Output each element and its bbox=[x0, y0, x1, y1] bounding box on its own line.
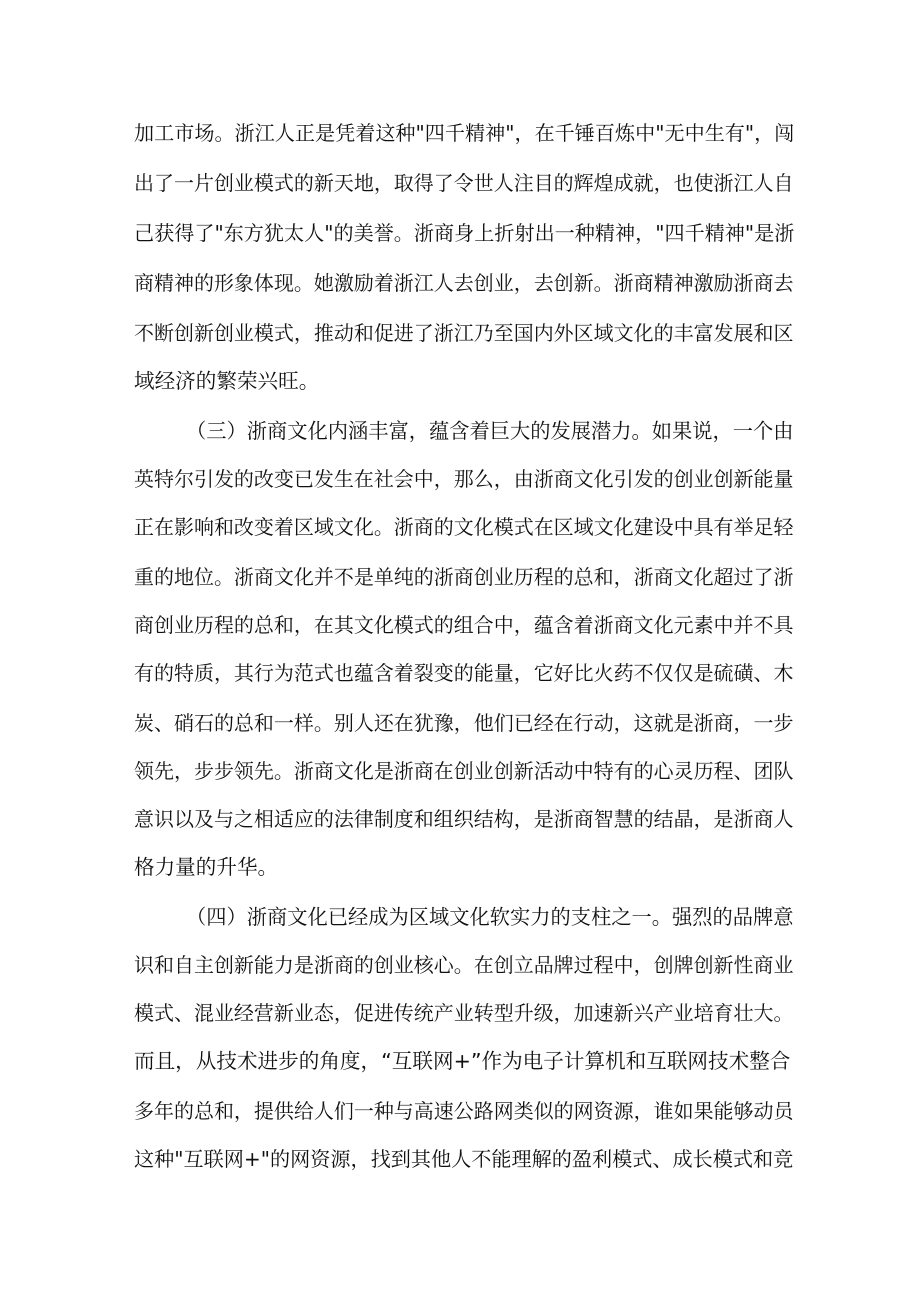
paragraph-1-line-1: 加工市场。浙江人正是凭着这种"四千精神"，在千锤百炼中"无中生有"，闯 bbox=[134, 121, 795, 145]
paragraph-3-line-5: 多年的总和，提供给人们一种与高速公路网类似的网资源，谁如果能够动员 bbox=[134, 1099, 794, 1123]
paragraph-2-line-7: 炭、硝石的总和一样。别人还在犹豫，他们已经在行动，这就是浙商，一步 bbox=[134, 711, 794, 735]
paragraph-2-line-3: 正在影响和改变着区域文化。浙商的文化模式在区域文化建设中具有举足轻 bbox=[134, 515, 794, 539]
paragraph-2-line-6: 有的特质，其行为范式也蕴含着裂变的能量，它好比火药不仅仅是硫磺、木 bbox=[134, 661, 794, 685]
paragraph-2-line-8: 领先，步步领先。浙商文化是浙商在创业创新活动中特有的心灵历程、团队 bbox=[134, 759, 794, 783]
paragraph-3-line-1: （四）浙商文化已经成为区域文化软实力的支柱之一。强烈的品牌意 bbox=[186, 905, 794, 929]
paragraph-1-line-3: 己获得了"东方犹太人"的美誉。浙商身上折射出一种精神，"四千精神"是浙 bbox=[134, 221, 795, 245]
paragraph-2-line-1: （三）浙商文化内涵丰富，蕴含着巨大的发展潜力。如果说，一个由 bbox=[186, 419, 794, 443]
paragraph-1-line-4: 商精神的形象体现。她激励着浙江人去创业，去创新。浙商精神激励浙商去 bbox=[134, 271, 794, 295]
paragraph-3-line-6: 这种"互联网+"的网资源，找到其他人不能理解的盈利模式、成长模式和竞 bbox=[134, 1147, 794, 1171]
paragraph-1-line-6: 域经济的繁荣兴旺。 bbox=[134, 369, 320, 393]
paragraph-3-line-3: 模式、混业经营新业态，促进传统产业转型升级，加速新兴产业培育壮大。 bbox=[134, 1001, 794, 1025]
paragraph-2-line-5: 商创业历程的总和，在其文化模式的组合中，蕴含着浙商文化元素中并不具 bbox=[134, 613, 794, 637]
paragraph-1-line-2: 出了一片创业模式的新天地，取得了令世人注目的辉煌成就，也使浙江人自 bbox=[134, 171, 794, 195]
paragraph-3-line-2: 识和自主创新能力是浙商的创业核心。在创立品牌过程中，创牌创新性商业 bbox=[134, 953, 794, 977]
paragraph-1-line-5: 不断创新创业模式，推动和促进了浙江乃至国内外区域文化的丰富发展和区 bbox=[134, 321, 794, 345]
paragraph-2-line-2: 英特尔引发的改变已发生在社会中，那么，由浙商文化引发的创业创新能量 bbox=[134, 467, 794, 491]
paragraph-3-line-4: 而且，从技术进步的角度，“互联网+”作为电子计算机和互联网技术整合 bbox=[134, 1049, 791, 1073]
paragraph-2-line-4: 重的地位。浙商文化并不是单纯的浙商创业历程的总和，浙商文化超过了浙 bbox=[134, 565, 794, 589]
paragraph-2-line-9: 意识以及与之相适应的法律制度和组织结构，是浙商智慧的结晶，是浙商人 bbox=[134, 807, 794, 831]
paragraph-2-line-10: 格力量的升华。 bbox=[134, 855, 279, 879]
